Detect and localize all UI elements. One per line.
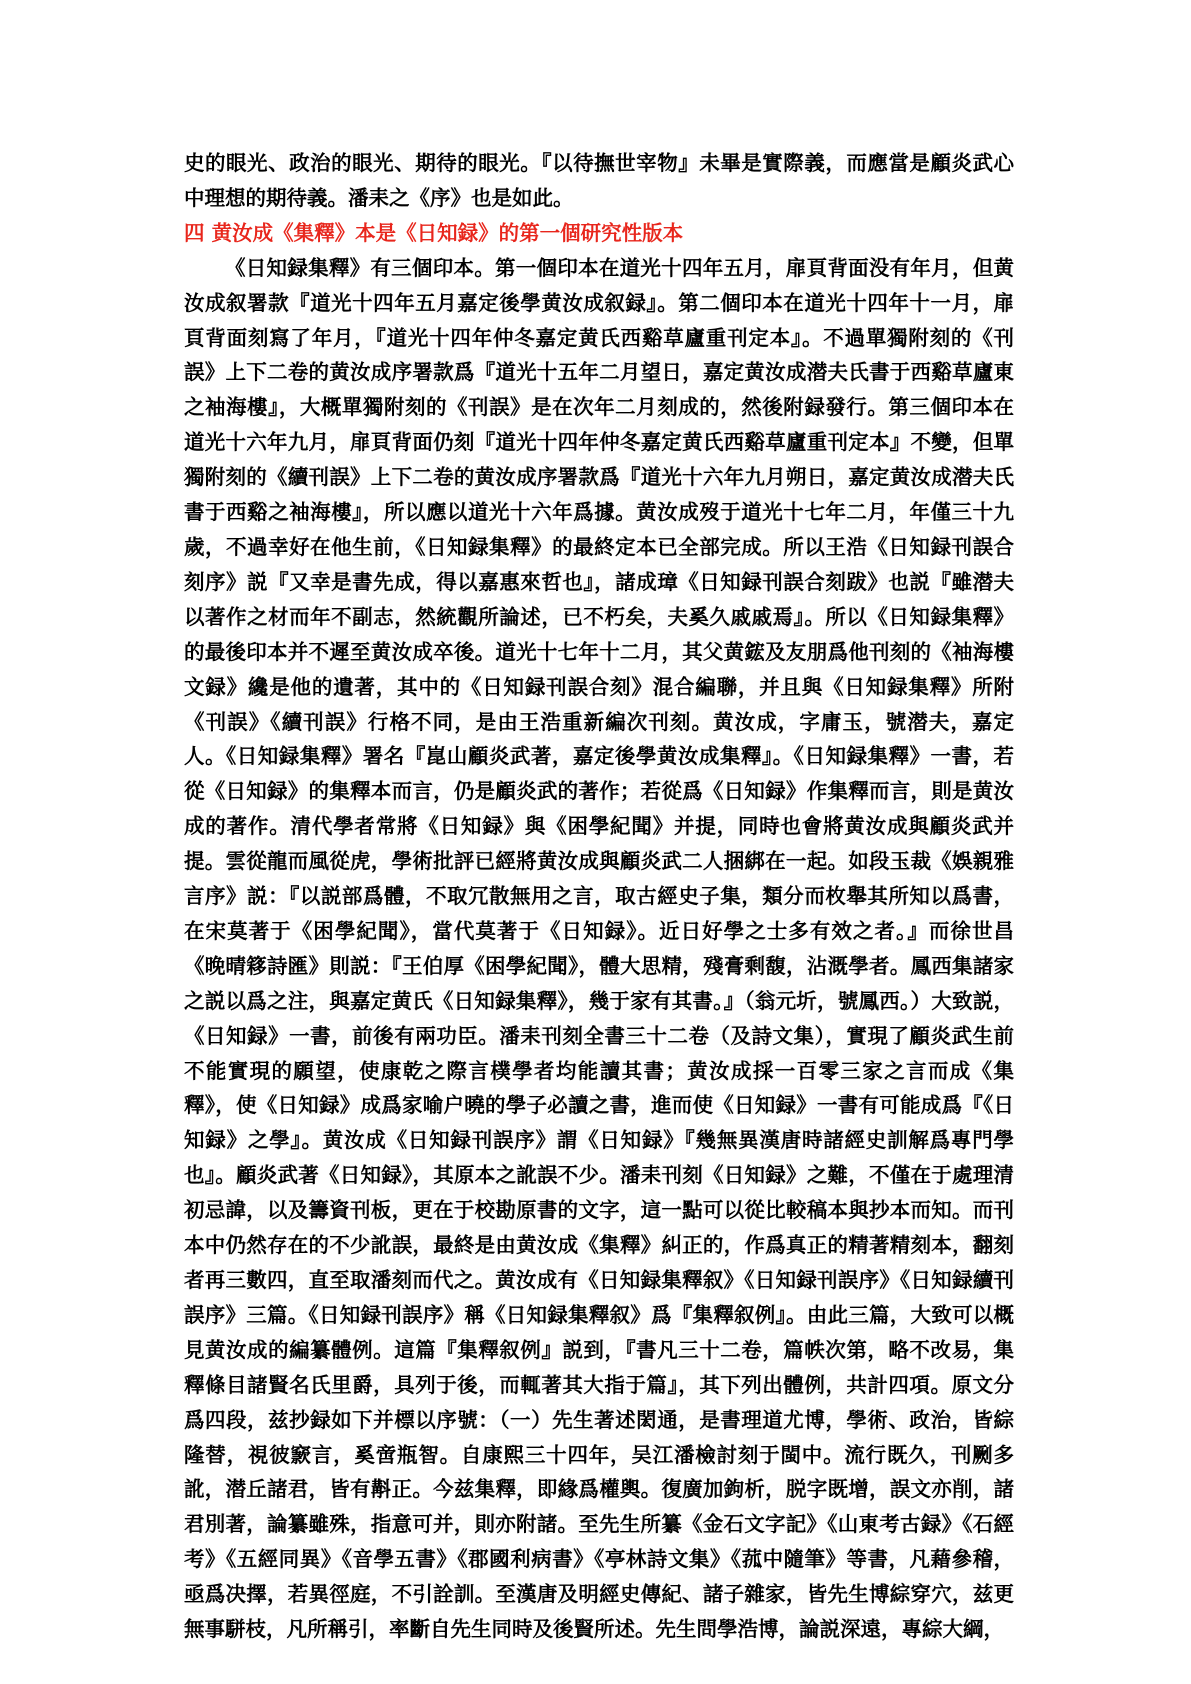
main-paragraph: 《日知録集釋》有三個印本。第一個印本在道光十四年五月，扉頁背面没有年月，但黄汝成叙署款『道光十四年五月嘉定後學黄汝成叙録』。第二個印本在道光十四年十一月，扉頁背面刻寫了年月，『道光十四年仲冬嘉定黄氏西谿草廬重刊定本』。不過單獨附刻的《刊誤》上下二卷的黄汝成序署款爲『道光十五年二月望日，嘉定黄汝成潜夫氏書于西谿草廬東之袖海樓』，大概單獨附刻的《刊誤》是在次年二月刻成的，然後附録發行。第三個印本在道光十六年九月，扉頁背面仍刻『道光十四年仲冬嘉定黄氏西谿草廬重刊定本』不變，但單獨附刻的《續刊誤》上下二卷的黄汝成序署款爲『道光十六年九月朔日，嘉定黄汝成潜夫氏書于西谿之袖海樓』，所以應以道光十六年爲據。黄汝成歿于道光十七年二月，年僅三十九歲，不過幸好在他生前，《日知録集釋》的最終定本已全部完成。所以王浩《日知録刊誤合刻序》説『又幸是書先成，得以嘉惠來哲也』，諸成璋《日知録刊誤合刻跋》也説『雖潜夫以著作之材而年不副志，然統觀所論述，已不朽矣，夫奚久戚戚焉』。所以《日知録集釋》的最後印本并不遲至黄汝成卒後。道光十七年十二月，其父黄鋐及友朋爲他刊刻的《袖海樓文録》纔是他的遺著，其中的《日知録刊誤合刻》混合編聯，并且與《日知録集釋》所附《刊誤》《續刊誤》行格不同，是由王浩重新編次刊刻。黄汝成，字庸玉，號潜夫，嘉定人。《日知録集釋》署名『崑山顧炎武著，嘉定後學黄汝成集釋』。《日知録集釋》一書，若從《日知録》的集釋本而言，仍是顧炎武的著作；若從爲《日知録》作集釋而言，則是黄汝成的著作。清代學者常將《日知録》與《困學紀聞》并提，同時也會將黄汝成與顧炎武并提。雲從龍而風從虎，學術批評已經將黄汝成與顧炎武二人捆綁在一起。如段玉裁《娛親雅言序》説：『以説部爲體，不取冗散無用之言，取古經史子集，類分而枚舉其所知以爲書，在宋莫著于《困學紀聞》，當代莫著于《日知録》。近日好學之士多有效之者。』而徐世昌《晚晴簃詩匯》則説：『王伯厚《困學紀聞》，體大思精，殘膏剩馥，沾溉學者。鳳西集諸家之説以爲之注，與嘉定黄氏《日知録集釋》，幾于家有其書。』（翁元圻，號鳳西。）大致説，《日知録》一書，前後有兩功臣。潘耒刊刻全書三十二卷（及詩文集），實現了顧炎武生前不能實現的願望，使康乾之際言樸學者均能讀其書；黄汝成採一百零三家之言而成《集釋》，使《日知録》成爲家喻户曉的學子必讀之書，進而使《日知録》一書有可能成爲『《日知録》之學』。黄汝成《日知録刊誤序》謂《日知録》『幾無異漢唐時諸經史訓解爲專門學也』。顧炎武著《日知録》，其原本之訛誤不少。潘耒刊刻《日知録》之難，不僅在于處理清初忌諱，以及籌資刊板，更在于校勘原書的文字，這一點可以從比較稿本與抄本而知。而刊本中仍然存在的不少訛誤，最終是由黄汝成《集釋》糾正的，作爲真正的精著精刻本，翻刻者再三數四，直至取潘刻而代之。黄汝成有《日知録集釋叙》《日知録刊誤序》《日知録續刊誤序》三篇。《日知録刊誤序》稱《日知録集釋叙》爲『集釋叙例』。由此三篇，大致可以概見黄汝成的編纂體例。這篇『集釋叙例』説到，『書凡三十二卷，篇帙次第，略不改易，集釋條目諸賢名氏里爵，具列于後，而輒著其大指于篇』，其下列出體例，共計四項。原文分爲四段，兹抄録如下并標以序號：（一）先生著述閎通，是書理道尤博，學術、政治，皆綜隆替，視彼窾言，奚啻瓶智。自康熙三十四年，吴江潘檢討刻于閩中。流行既久，刊劂多訛，潜丘諸君，皆有斠正。今兹集釋，即緣爲權輿。復廣加鉤析，脱字既增，誤文亦削，諸君別著，論纂雖殊，指意可并，則亦附諸。至先生所纂《金石文字記》《山東考古録》《石經考》《五經同異》《音學五書》《郡國利病書》《亭林詩文集》《菰中隨筆》等書，凡藉參稽，亟爲决擇，若異徑庭，不引詮訓。至漢唐及明經史傳紀、諸子雜家，皆先生博綜穿穴，兹更無事駢枝，凡所稱引，率斷自先生同時及後賢所述。先生問學浩博，論説深遠，專綜大綱，	[184, 255, 1014, 1642]
document-body	[184, 146, 1014, 1647]
section-heading: 四 黄汝成《集釋》本是《日知録》的第一個研究性版本	[184, 220, 684, 245]
intro-paragraph: 史的眼光、政治的眼光、期待的眼光。『以待撫世宰物』未畢是實際義，而應當是顧炎武心中理想的期待義。潘耒之《序》也是如此。	[184, 151, 1014, 210]
